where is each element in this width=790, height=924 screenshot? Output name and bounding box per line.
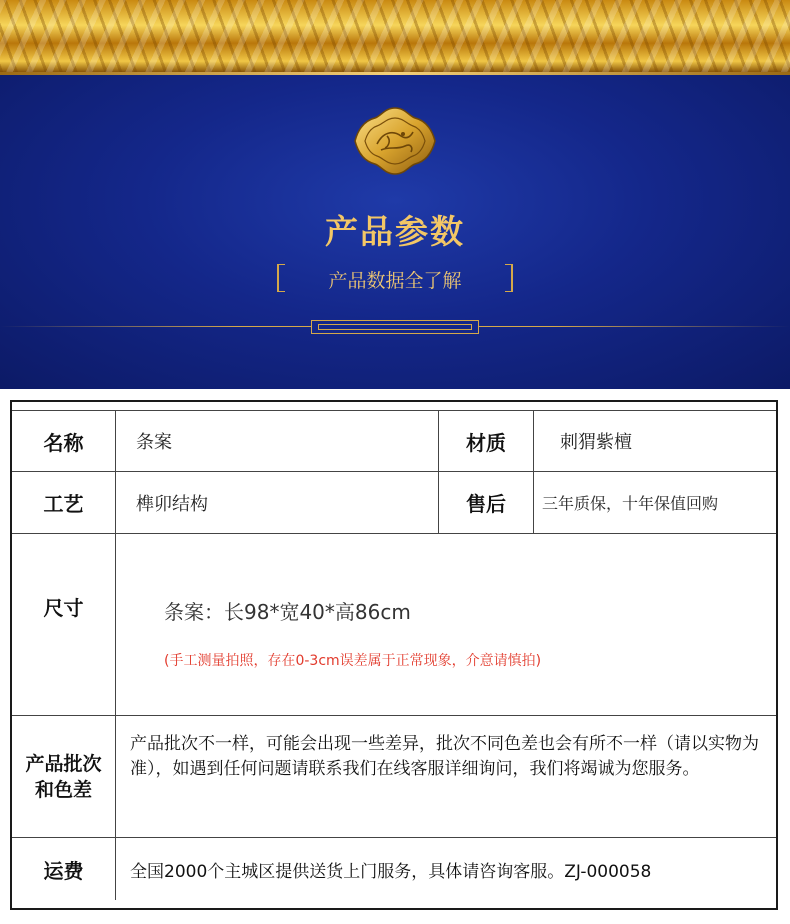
banner-subtitle: 产品数据全了解 (328, 270, 462, 292)
parameter-table (10, 400, 778, 910)
material-value: 刺猬紫檀 (560, 432, 632, 453)
batch-label (12, 716, 116, 837)
aftersale-value: 三年质保，十年保值回购 (542, 494, 719, 513)
batch-value: 产品批次不一样，可能会出现一些差异，批次不同色差也会有所不一样（请以实物为准），如遇到任何问题请联系我们在线客服详细询问，我们将竭诚为您服务。 (130, 734, 759, 779)
size-note: (手工测量拍照，存在0-3cm误差属于正常现象，介意请慎拍) (164, 653, 542, 669)
decorative-plate (311, 320, 479, 334)
subtitle-frame (277, 264, 513, 292)
craft-value: 榫卯结构 (136, 493, 208, 515)
size-cell (116, 534, 776, 715)
name-value: 条案 (136, 432, 172, 453)
material-label: 材质 (438, 411, 534, 471)
table-row-name (12, 410, 776, 472)
banner-title: 产品参数 (325, 212, 465, 251)
table-row-shipping (12, 838, 776, 900)
gold-texture-band (0, 0, 790, 72)
craft-label: 工艺 (12, 472, 116, 533)
size-value: 条案：长98*宽40*高86cm (164, 600, 411, 624)
table-row-craft (12, 472, 776, 534)
batch-label-line1: 产品批次 (25, 752, 102, 775)
name-label: 名称 (12, 411, 116, 471)
shipping-label: 运费 (12, 838, 116, 900)
dragon-emblem-icon (353, 106, 437, 176)
subtitle-bracket-right (505, 264, 513, 292)
table-row-size (12, 534, 776, 716)
size-label: 尺寸 (12, 534, 116, 715)
shipping-value: 全国2000个主城区提供送货上门服务，具体请咨询客服。ZJ-000058 (130, 861, 652, 882)
aftersale-label: 售后 (438, 472, 534, 533)
batch-label-line2: 和色差 (34, 778, 92, 801)
table-row-batch (12, 716, 776, 838)
